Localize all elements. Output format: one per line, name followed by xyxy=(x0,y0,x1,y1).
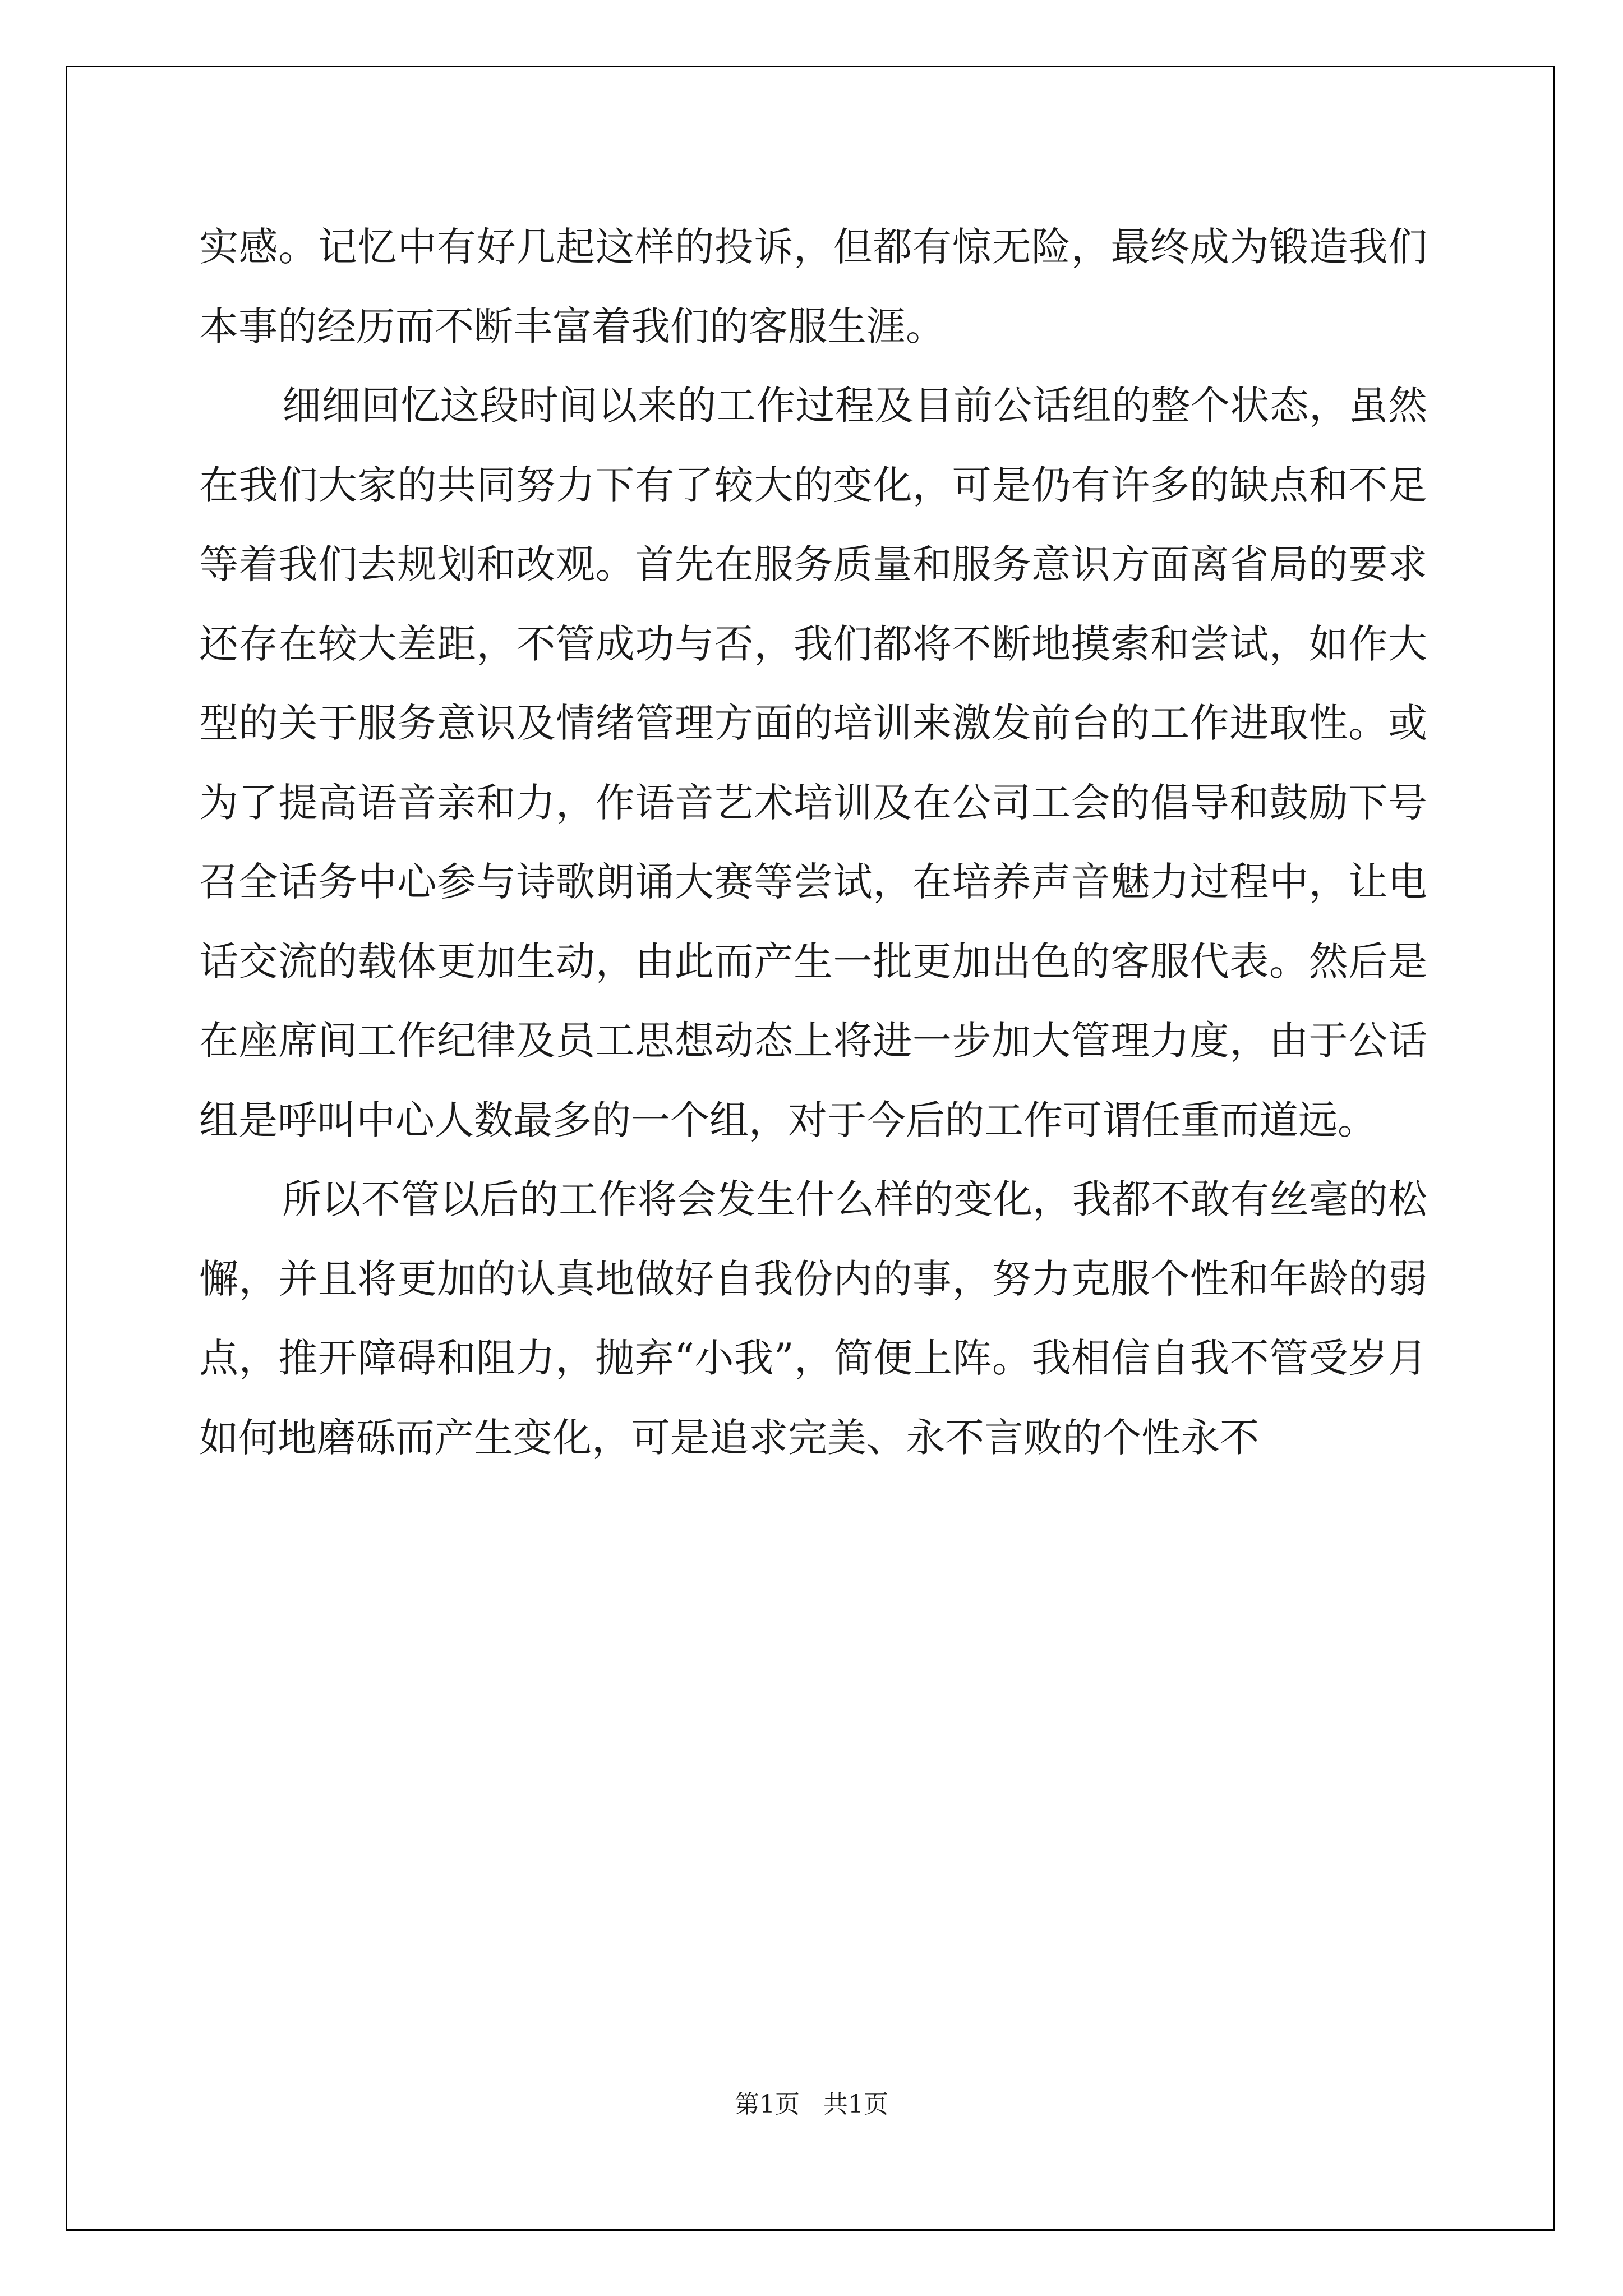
paragraph-1: 实感。记忆中有好几起这样的投诉，但都有惊无险，最终成为锻造我们本事的经历而不断丰富着我们的客服生涯。 xyxy=(199,224,1427,349)
page-total: 共1页 xyxy=(823,2090,888,2119)
paragraph-3: 所以不管以后的工作将会发生什么样的变化，我都不敢有丝毫的松懈，并且将更加的认真地做好自我份内的事，努力克服个性和年龄的弱点，推开障碍和阻力，抛弃“小我”，简便上阵。我相信自我不管受岁月如何地磨砾而产生变化，可是追求完美、永不言败的个性永不 xyxy=(199,1176,1427,1461)
page-footer xyxy=(0,2084,1623,2120)
document-body xyxy=(199,208,1427,1478)
paragraph-2: 细细回忆这段时间以来的工作过程及目前公话组的整个状态，虽然在我们大家的共同努力下有了较大的变化，可是仍有许多的缺点和不足等着我们去规划和改观。首先在服务质量和服务意识方面离省局的要求还存在较大差距，不管成功与否，我们都将不断地摸索和尝试，如作大型的关于服务意识及情绪管理方面的培训来激发前台的工作进取性。或为了提高语音亲和力，作语音艺术培训及在公司工会的倡导和鼓励下号召全话务中心参与诗歌朗诵大赛等尝试，在培养声音魅力过程中，让电话交流的载体更加生动，由此而产生一批更加出色的客服代表。然后是在座席间工作纪律及员工思想动态上将进一步加大管理力度，由于公话组是呼叫中心人数最多的一个组，对于今后的工作可谓任重而道远。 xyxy=(199,383,1427,1143)
page-number: 第1页 xyxy=(735,2090,800,2119)
